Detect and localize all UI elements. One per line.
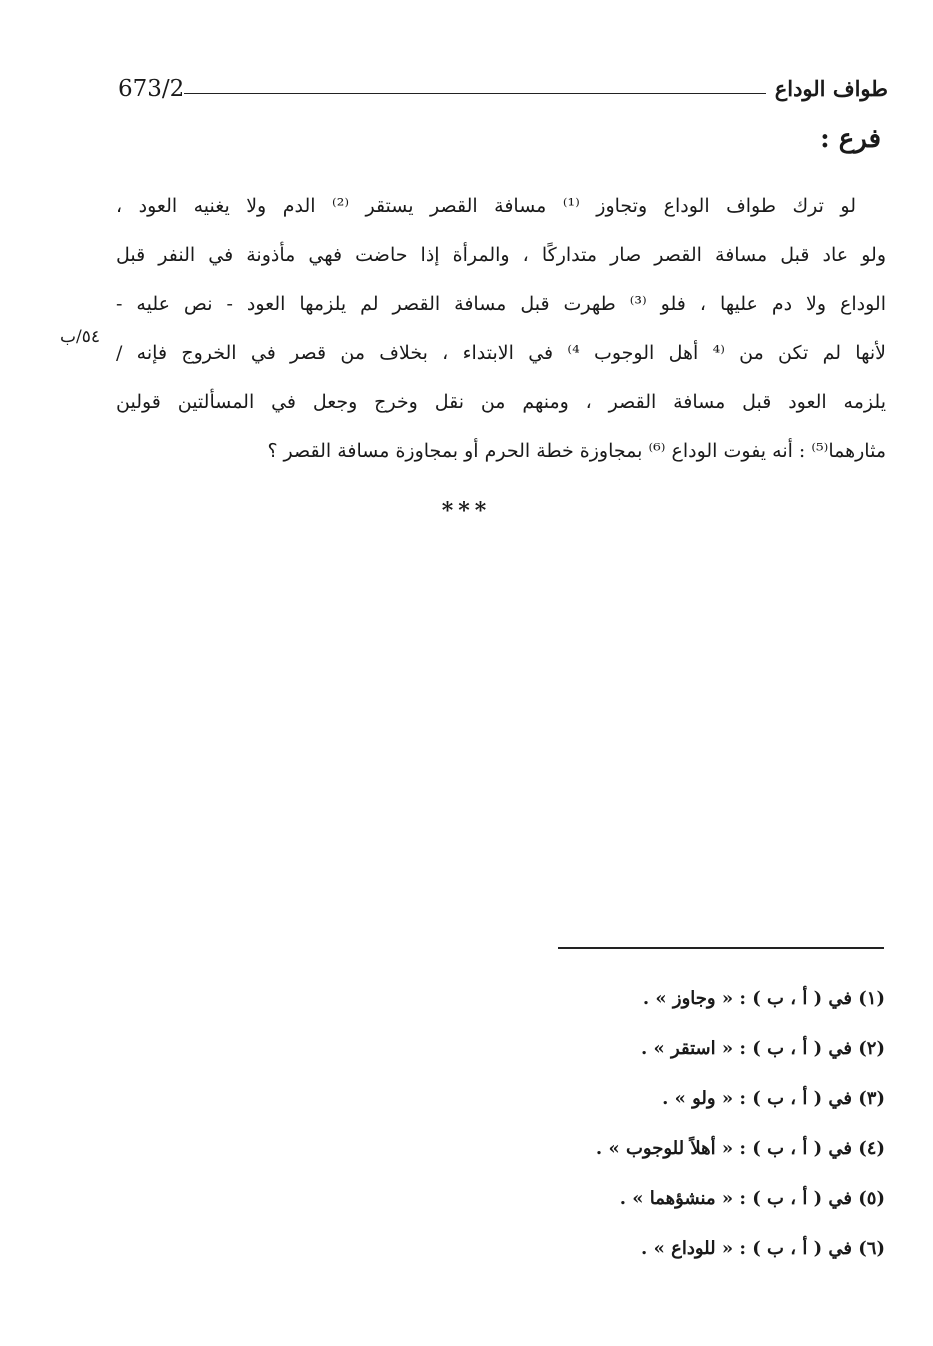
main-text: [116, 182, 886, 476]
footnote: (٢) في ( أ ، ب ) : « استقر » .: [640, 1038, 885, 1059]
page-number: 673/2: [118, 76, 185, 102]
header-rule: [184, 93, 766, 94]
text-line: لأنها لم تكن من ⁽⁴ أهل الوجوب ⁴⁾ في الابتداء ، بخلاف من قصر في الخروج فإنه /: [116, 342, 886, 364]
text-line: ولو عاد قبل مسافة القصر صار متداركًا ، والمرأة إذا حاضت فهي مأذونة في النفر قبل: [116, 244, 886, 266]
section-heading: فرع :: [820, 124, 881, 154]
footnote: (١) في ( أ ، ب ) : « وجاوز » .: [642, 988, 885, 1009]
running-title: طواف الوداع: [774, 76, 888, 101]
manuscript-folio-note: ٥٤/ب: [60, 327, 100, 347]
footnote: (٣) في ( أ ، ب ) : « ولو » .: [662, 1088, 885, 1109]
text-line: الوداع ولا دم عليها ، فلو ⁽³⁾ طهرت قبل مسافة القصر لم يلزمها العود - نص عليه -: [116, 293, 886, 315]
footnotes: [325, 974, 885, 1274]
section-separator: ***: [441, 498, 492, 524]
text-line: مثارهما⁽⁵⁾ : أنه يفوت الوداع ⁽⁶⁾ بمجاوزة خطة الحرم أو بمجاوزة مسافة القصر ؟: [267, 440, 886, 462]
footnote: (٤) في ( أ ، ب ) : « أهلاً للوجوب » .: [595, 1138, 885, 1159]
text-line: لو ترك طواف الوداع وتجاوز ⁽¹⁾ مسافة القصر يستقر ⁽²⁾ الدم ولا يغنيه العود ،: [116, 195, 857, 217]
footnote: (٦) في ( أ ، ب ) : « للوداع » .: [641, 1238, 885, 1259]
text-line: يلزمه العود قبل مسافة القصر ، ومنهم من نقل وخرج وجعل في المسألتين قولين: [116, 391, 886, 413]
footnote-rule: [558, 947, 884, 949]
page-header: [118, 74, 888, 108]
footnote: (٥) في ( أ ، ب ) : « منشؤهما » .: [619, 1188, 885, 1209]
